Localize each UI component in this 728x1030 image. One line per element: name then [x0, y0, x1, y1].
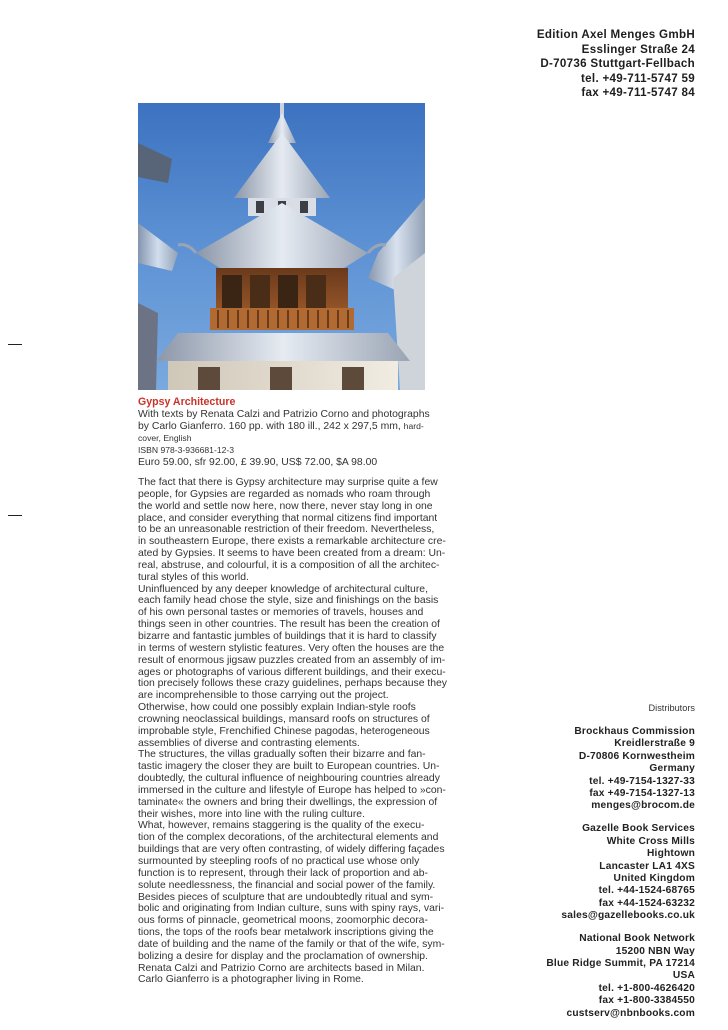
body-text-line: assemblies of diverse and contrasting elements. — [138, 737, 360, 749]
distributor-address-line: fax +44-1524-63232 — [598, 897, 695, 909]
body-text-line: solute needlessness, the financial and social power of the family. — [138, 879, 436, 891]
body-text-line: ous forms of pinnacle, geometrical moons, zoomorphic decora- — [138, 915, 428, 927]
publisher-name: Edition Axel Menges GmbH — [536, 28, 695, 41]
distributor-address-line: Blue Ridge Summit, PA 17214 — [546, 957, 695, 969]
distributor-name: National Book Network — [579, 933, 695, 945]
book-details — [138, 397, 438, 468]
body-text-line: bolizing a desire for display and the proclamation of ownership. — [138, 950, 428, 962]
body-text-line: tural styles of this world. — [138, 571, 249, 583]
book-price: Euro 59.00, sfr 92.00, £ 39.90, US$ 72.00, $A 98.00 — [138, 456, 378, 468]
body-text-line: Otherwise, how could one possibly explain Indian-style roofs — [138, 702, 416, 714]
body-text-line: ated by Gypsies. It seems to have been created from a dream: Un- — [138, 548, 446, 560]
body-text-line: tion precisely follows these crazy guidelines, perhaps because they — [138, 678, 448, 690]
body-text-line: Uninfluenced by any deeper knowledge of architectural culture, — [138, 583, 428, 595]
book-title: Gypsy Architecture — [138, 396, 236, 408]
body-text-line: crowning neoclassical buildings, mansard roofs on structures of — [138, 713, 430, 725]
body-text-line: Carlo Gianferro is a photographer living in Rome. — [138, 974, 364, 986]
distributor-address-line: tel. +1-800-4626420 — [598, 982, 695, 994]
distributor-address-line: Hightown — [647, 848, 695, 860]
body-text-line: The structures, the villas gradually soften their bizarre and fan- — [138, 749, 426, 761]
body-text-line: doubtedly, the cultural influence of neighbouring countries already — [138, 773, 440, 785]
body-text-line: things seen in other countries. The result has been the creation of — [138, 619, 440, 631]
distributor-address-line: Lancaster LA1 4XS — [599, 860, 695, 872]
distributor-entry — [475, 823, 695, 922]
distributor-address-line: United Kingdom — [613, 872, 695, 884]
distributors-list — [475, 726, 695, 1030]
body-text-line: each family head chose the style, size and finishings on the basis — [138, 595, 439, 607]
publisher-street: Esslinger Straße 24 — [581, 42, 695, 56]
book-specs-tail: hard- — [403, 420, 424, 431]
body-text-line: Besides pieces of sculpture that are undoubtedly ritual and sym- — [138, 891, 434, 903]
distributor-address-line: White Cross Mills — [606, 835, 695, 847]
body-text-line: tions, the tops of the roofs bear metalwork inscriptions giving the — [138, 927, 434, 939]
cover-photo — [138, 103, 425, 390]
distributor-address-line: fax +49-7154-1327-13 — [589, 788, 695, 800]
body-text-line: of his own personal tastes or memories of travels, houses and — [138, 607, 424, 619]
book-specs: by Carlo Gianferro. 160 pp. with 180 ill., 242 x 297,5 mm, — [138, 420, 404, 432]
body-text-line: result of enormous jigsaw puzzles created from an assembly of im- — [138, 654, 446, 666]
body-text-line: The fact that there is Gypsy architecture may surprise quite a few — [138, 477, 438, 488]
body-text-line: bolic and originating from Indian culture, suns with spiny rays, vari- — [138, 903, 445, 915]
body-text-line: taminate« the owners and bring their dwellings, the expression of — [138, 796, 438, 808]
body-text-line: in southeastern Europe, there exists a remarkable architecture cre- — [138, 536, 446, 548]
body-text-line: their wishes, more into line with the ruling culture. — [138, 808, 365, 820]
distributor-address-line: 15200 NBN Way — [615, 945, 695, 957]
body-text-line: the world and settle now here, now there, never stay long in one — [138, 500, 433, 512]
distributors-heading: Distributors — [648, 703, 695, 713]
book-description-line — [138, 421, 438, 433]
body-text-line: people, for Gypsies are regarded as nomads who roam through — [138, 488, 431, 500]
book-description-line: With texts by Renata Calzi and Patrizio Corno and photographs — [138, 408, 430, 420]
publisher-address — [435, 28, 695, 101]
body-text-line: to be an unreasonable restriction of their freedom. Nevertheless, — [138, 524, 435, 536]
distributor-address-line: USA — [672, 970, 695, 982]
distributor-name: Gazelle Book Services — [582, 823, 695, 835]
distributor-address-line: Kreidlerstraße 9 — [614, 738, 695, 750]
distributor-entry — [475, 726, 695, 813]
book-binding: cover, English — [138, 432, 192, 443]
body-text-line: tion of the complex decorations, of the architectural elements and — [138, 832, 439, 844]
distributor-address-line: D-70806 Kornwestheim — [578, 750, 695, 762]
book-description-body — [138, 477, 448, 986]
body-text-line: surmounted by steepling roofs of no practical use whose only — [138, 856, 420, 867]
body-text-line: are incomprehensible to those carrying out the project. — [138, 690, 389, 702]
book-isbn: ISBN 978-3-936681-12-3 — [138, 444, 235, 455]
body-text-line: real, abstruse, and colourful, it is a composition of all the architec- — [138, 559, 440, 571]
distributor-email[interactable]: menges@brocom.de — [591, 800, 695, 812]
body-text-line: Renata Calzi and Patrizio Corno are architects based in Milan. — [138, 962, 425, 974]
crop-mark-upper — [8, 344, 22, 345]
body-text-line: buildings that are very often contrasting, of widely differing façades — [138, 844, 445, 856]
body-text-line: improbable style, Frenchified Chinese pagodas, heterogeneous — [138, 725, 430, 737]
distributor-address-line: fax +1-800-3384550 — [598, 995, 695, 1007]
distributor-entry — [475, 933, 695, 1020]
body-text-line: date of building and the name of the family or that of the wife, sym- — [138, 938, 445, 950]
publisher-city: D-70736 Stuttgart-Fellbach — [540, 57, 695, 71]
publisher-phone: tel. +49-711-5747 59 — [581, 71, 695, 85]
body-text-line: function is to represent, through their lack of proportion and ab- — [138, 867, 428, 879]
body-text-line: bizarre and fantastic jumbles of buildings that it is hard to classify — [138, 630, 437, 642]
distributor-address-line: Germany — [649, 763, 695, 775]
publisher-fax: fax +49-711-5747 84 — [581, 86, 695, 100]
crop-mark-lower — [8, 515, 22, 516]
distributor-email[interactable]: custserv@nbnbooks.com — [566, 1007, 695, 1019]
body-text-line: in terms of western stylistic features. Very often the houses are the — [138, 642, 445, 654]
body-text-line: tastic imagery the closer they are built to European countries. Un- — [138, 761, 440, 773]
pagoda-illustration — [138, 103, 425, 390]
distributor-name: Brockhaus Commission — [574, 726, 695, 737]
distributor-address-line: tel. +49-7154-1327-33 — [589, 775, 695, 787]
distributor-email[interactable]: sales@gazellebooks.co.uk — [561, 910, 695, 922]
body-text-line: immersed in the culture and lifestyle of Europe has helped to »con- — [138, 784, 446, 796]
body-text-line: ages or photographs of various different buildings, and their execu- — [138, 666, 446, 678]
body-text-line: place, and consider everything that normal citizens find important — [138, 512, 438, 524]
body-text-line: What, however, remains staggering is the quality of the execu- — [138, 820, 425, 832]
distributor-address-line: tel. +44-1524-68765 — [598, 885, 695, 897]
